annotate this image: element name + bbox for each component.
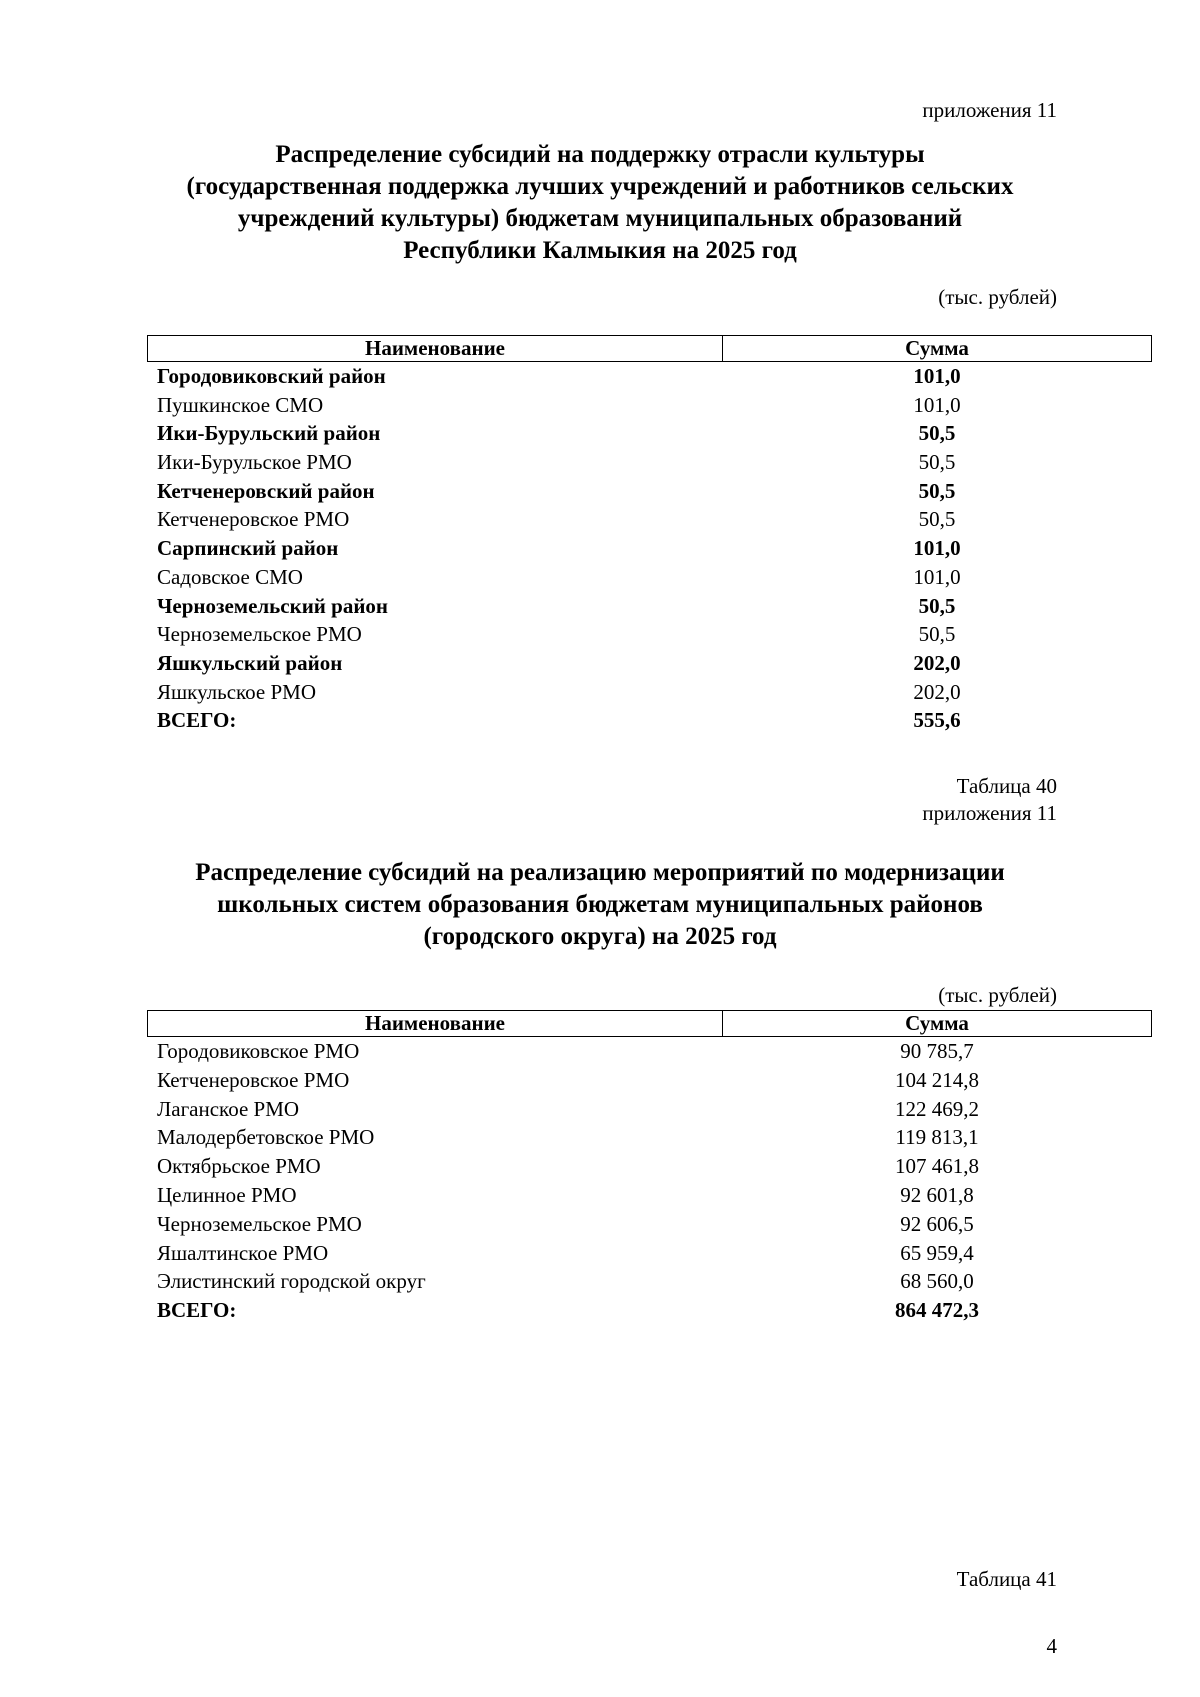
row-sum: 202,0 [913,679,961,704]
row-name: Целинное РМО [157,1182,297,1207]
row-name: Яшалтинское РМО [157,1240,329,1265]
row-name: Октябрьское РМО [157,1154,321,1179]
table2-units: (тыс. рублей) [938,983,1057,1007]
table-row [147,1095,1152,1124]
table2-appendix-note: приложения 11 [922,801,1057,825]
row-name: Кетченеровское РМО [157,507,350,532]
table1-units: (тыс. рублей) [938,285,1057,309]
table-row [147,1066,1152,1095]
row-name: Черноземельское РМО [157,622,362,647]
row-name: Пушкинское СМО [157,392,324,417]
row-name: Сарпинский район [157,536,339,561]
row-sum: 119 813,1 [895,1125,979,1150]
row-name: Городовиковский район [157,364,386,388]
table-row [147,592,1152,621]
table1-title-line: (государственная поддержка лучших учреждений и работников сельских [186,173,1014,200]
row-name: Городовиковское РМО [157,1039,360,1063]
table-row [147,1296,1152,1325]
table-row [147,1239,1152,1268]
table-row [147,448,1152,477]
row-name: Садовское СМО [157,564,303,589]
column-header-name: Наименование [148,336,723,361]
table1-title-line: учреждений культуры) бюджетам муниципальных образований [237,205,963,232]
row-name: Черноземельское РМО [157,1211,362,1236]
row-sum: 555,6 [913,708,961,733]
row-sum: 101,0 [913,536,961,561]
column-header-sum: Сумма [905,1011,969,1035]
row-sum: 101,0 [913,392,961,417]
row-sum: 122 469,2 [895,1096,979,1121]
row-sum: 107 461,8 [895,1154,979,1179]
row-sum: 65 959,4 [900,1240,974,1265]
table2-title-line: Распределение субсидий на реализацию мероприятий по модернизации [195,859,1005,886]
table-row [147,678,1152,707]
row-sum: 50,5 [918,450,956,475]
table1-title [150,139,1050,267]
row-sum: 864 472,3 [895,1298,979,1323]
table-row [147,391,1152,420]
table2-title-line: школьных систем образования бюджетам муниципальных районов [217,891,983,918]
row-name: Ики-Бурульский район [157,421,381,446]
row-sum: 101,0 [913,364,961,388]
row-sum: 101,0 [913,564,961,589]
table-row [147,649,1152,678]
row-name: Яшкульский район [157,650,343,675]
table1 [147,335,1152,735]
table2-label: Таблица 40 [956,774,1057,798]
row-sum: 68 560,0 [900,1269,974,1294]
row-sum: 50,5 [918,507,956,532]
table2-title-line: (городского округа) на 2025 год [423,923,777,950]
table2-body [147,1037,1152,1325]
row-sum: 104 214,8 [895,1067,979,1092]
row-name: Элистинский городской округ [157,1269,426,1294]
table-row [147,1152,1152,1181]
table1-body [147,362,1152,735]
table2 [147,1010,1152,1325]
table-row [147,1037,1152,1066]
row-name: Кетченеровский район [157,478,375,503]
column-header-name: Наименование [148,1011,723,1036]
row-name: ВСЕГО: [157,708,237,733]
row-name: ВСЕГО: [157,1298,237,1323]
table-row [147,534,1152,563]
table1-title-line: Республики Калмыкия на 2025 год [403,237,797,264]
row-name: Яшкульское РМО [157,679,317,704]
table-row [147,706,1152,735]
table1-title-line: Распределение субсидий на поддержку отрасли культуры [275,141,925,168]
row-name: Малодербетовское РМО [157,1125,375,1150]
table-row [147,1123,1152,1152]
table-row [147,362,1152,391]
row-sum: 92 606,5 [900,1211,974,1236]
row-sum: 50,5 [918,478,956,503]
table-row [147,620,1152,649]
table1-header [147,335,1152,362]
appendix-note-top: приложения 11 [922,98,1057,122]
table-row [147,477,1152,506]
table-row [147,563,1152,592]
row-name: Лаганское РМО [157,1096,300,1121]
row-sum: 50,5 [918,622,956,647]
row-sum: 50,5 [918,421,956,446]
column-header-sum: Сумма [905,336,969,360]
table-row [147,505,1152,534]
table2-header [147,1010,1152,1037]
table-row [147,1210,1152,1239]
row-name: Ики-Бурульское РМО [157,450,352,475]
table-row [147,1267,1152,1296]
row-sum: 202,0 [913,650,961,675]
row-sum: 90 785,7 [900,1039,974,1063]
table41-label: Таблица 41 [956,1567,1057,1591]
row-sum: 50,5 [918,593,956,618]
table2-title [150,857,1050,953]
row-sum: 92 601,8 [900,1182,974,1207]
page-number: 4 [1046,1634,1057,1658]
table-row [147,1181,1152,1210]
row-name: Кетченеровское РМО [157,1067,350,1092]
table-row [147,419,1152,448]
row-name: Черноземельский район [157,593,389,618]
